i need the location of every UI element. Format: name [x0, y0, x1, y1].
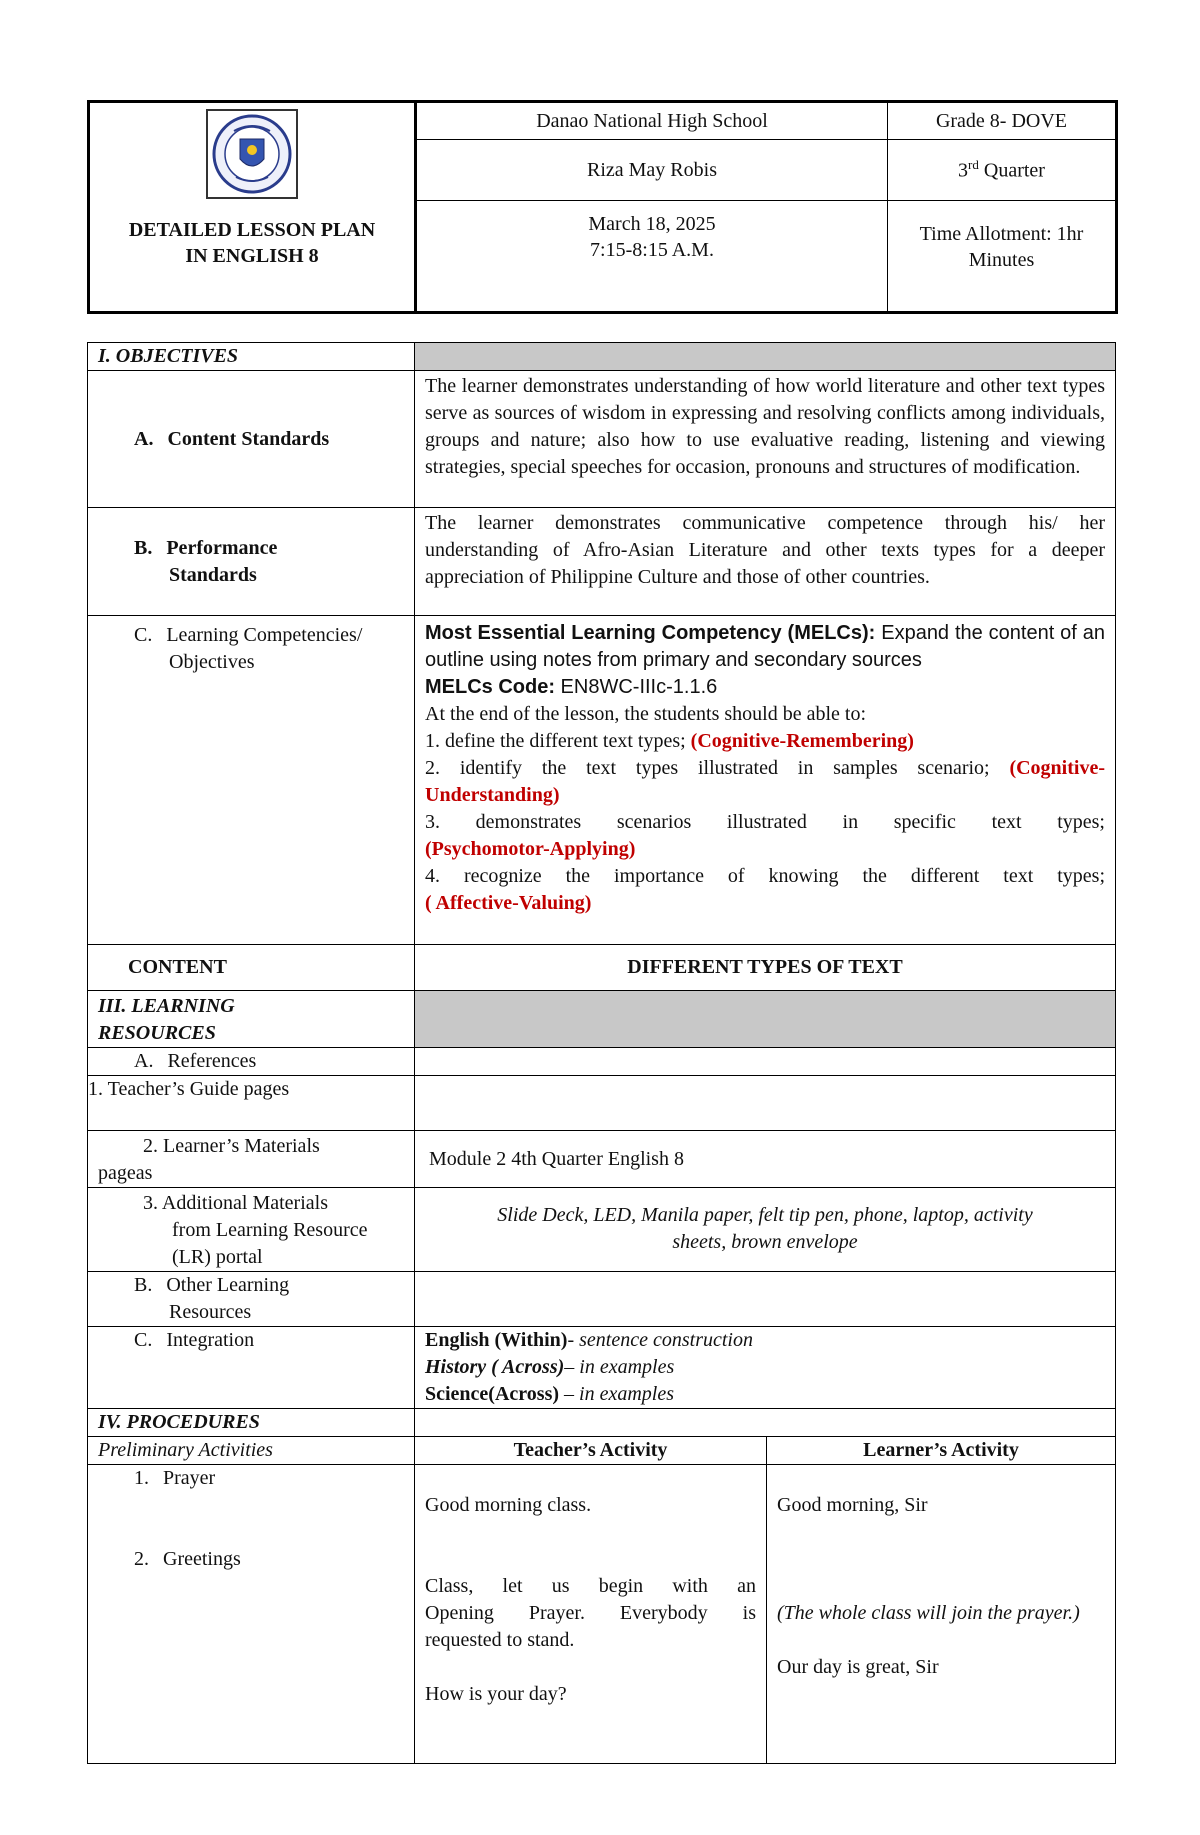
header-table: [87, 100, 1118, 314]
performance-standards-label: B. Performance Standards: [88, 508, 415, 616]
additional-materials-label: 3. Additional Materials from Learning Resource (LR) portal: [88, 1188, 415, 1272]
time-allotment: Time Allotment: 1hr Minutes: [888, 201, 1117, 313]
objective-1: 1. define the different text types; (Cognitive-Remembering): [425, 730, 914, 752]
teacher-line-1: Good morning class.: [425, 1494, 592, 1516]
content-label: CONTENT: [88, 945, 415, 991]
teachers-guide-value: [415, 1076, 1116, 1131]
integration-label: C. Integration: [88, 1327, 415, 1409]
integration-english: English (Within)- sentence construction: [425, 1329, 753, 1351]
teacher-line-3: How is your day?: [425, 1683, 567, 1705]
melc-text: Expand the content of an outline using notes from primary and secondary sources: [425, 622, 1105, 671]
objective-2: 2. identify the text types illustrated in samples scenario; (Cognitive-: [425, 757, 1105, 779]
end-of-lesson-text: At the end of the lesson, the students should be able to:: [425, 703, 867, 725]
integration-value: [415, 1327, 1116, 1409]
learning-competencies-text: [415, 616, 1116, 945]
content-standards-label: A. Content Standards: [88, 371, 415, 508]
learner-line-3: Our day is great, Sir: [777, 1656, 939, 1678]
date-time: [416, 201, 888, 313]
learner-line-1: Good morning, Sir: [777, 1494, 928, 1516]
procedures-heading-fill: [415, 1409, 1116, 1437]
deped-logo: [90, 109, 414, 205]
objective-2-tag-cont: Understanding): [425, 784, 560, 806]
procedure-item-greetings: 2. Greetings: [134, 1548, 241, 1570]
teacher-line-2: Class, let us begin with an Opening Prayer. Everybody is requested to stand.: [425, 1575, 761, 1651]
objective-4-tag: ( Affective-Valuing): [425, 892, 592, 914]
integration-science: Science(Across) – in examples: [425, 1383, 675, 1405]
content-value: DIFFERENT TYPES OF TEXT: [415, 945, 1116, 991]
lesson-date: March 18, 2025: [588, 213, 716, 235]
objective-3: 3. demonstrates scenarios illustrated in specific text types;: [425, 811, 1105, 833]
learner-activity-header: Learner’s Activity: [767, 1437, 1116, 1465]
learner-line-2: (The whole class will join the prayer.): [777, 1602, 1080, 1624]
additional-materials-value: Slide Deck, LED, Manila paper, felt tip pen, phone, laptop, activity sheets, brown envelope: [415, 1188, 1116, 1272]
lesson-plan-table: [87, 342, 1116, 1764]
learning-resources-fill: [415, 991, 1116, 1048]
grade-section: Grade 8- DOVE: [888, 102, 1117, 140]
procedure-item-prayer: 1. Prayer: [134, 1467, 216, 1489]
teacher-activity-col: [415, 1465, 767, 1764]
teacher-activity-header: Teacher’s Activity: [415, 1437, 767, 1465]
learner-activity-col: [767, 1465, 1116, 1764]
learners-materials-value: Module 2 4th Quarter English 8: [415, 1131, 1116, 1188]
learning-competencies-label: C. Learning Competencies/ Objectives: [88, 616, 415, 945]
references-value: [415, 1048, 1116, 1076]
learners-materials-label: 2. Learner’s Materials pageas: [88, 1131, 415, 1188]
procedure-items: [88, 1465, 415, 1764]
references-label: A. References: [88, 1048, 415, 1076]
other-resources-value: [415, 1272, 1116, 1327]
teacher-name: Riza May Robis: [416, 140, 888, 201]
objective-3-tag: (Psychomotor-Applying): [425, 838, 636, 860]
lesson-time: 7:15-8:15 A.M.: [590, 239, 714, 261]
melc-label: Most Essential Learning Competency (MELCs):: [425, 622, 876, 644]
lesson-plan-title-line1: DETAILED LESSON PLAN: [128, 219, 376, 241]
preliminary-activities: Preliminary Activities: [88, 1437, 415, 1465]
procedures-heading: IV. PROCEDURES: [88, 1409, 415, 1437]
other-resources-label: B. Other Learning Resources: [88, 1272, 415, 1327]
learning-resources-heading: III. LEARNING RESOURCES: [88, 991, 415, 1048]
performance-standards-text: The learner demonstrates communicative competence through his/ her understanding of Afro-Asian Literature and other texts types for a deeper appreciation of Philippine Culture and those of other countries.: [415, 508, 1116, 616]
lesson-plan-title-line2: IN ENGLISH 8: [185, 245, 319, 267]
objectives-heading-fill: [415, 343, 1116, 371]
teachers-guide-label: 1. Teacher’s Guide pages: [88, 1076, 415, 1131]
header-title-cell: [89, 102, 416, 313]
integration-history: History ( Across)– in examples: [425, 1356, 675, 1378]
objectives-heading: I. OBJECTIVES: [88, 343, 415, 371]
melc-code: EN8WC-IIIc-1.1.6: [555, 676, 718, 698]
content-standards-text: The learner demonstrates understanding of how world literature and other text types serve as sources of wisdom in expressing and resolving conflicts among individuals, groups and nature; also how to use evaluative reading, listening and viewing strategies, special speeches for occasion, pronouns and structures of modification.: [415, 371, 1116, 508]
objective-4: 4. recognize the importance of knowing the different text types;: [425, 865, 1105, 887]
melc-code-label: MELCs Code:: [425, 676, 555, 698]
school-name: Danao National High School: [416, 102, 888, 140]
quarter: 3rd Quarter: [888, 140, 1117, 201]
